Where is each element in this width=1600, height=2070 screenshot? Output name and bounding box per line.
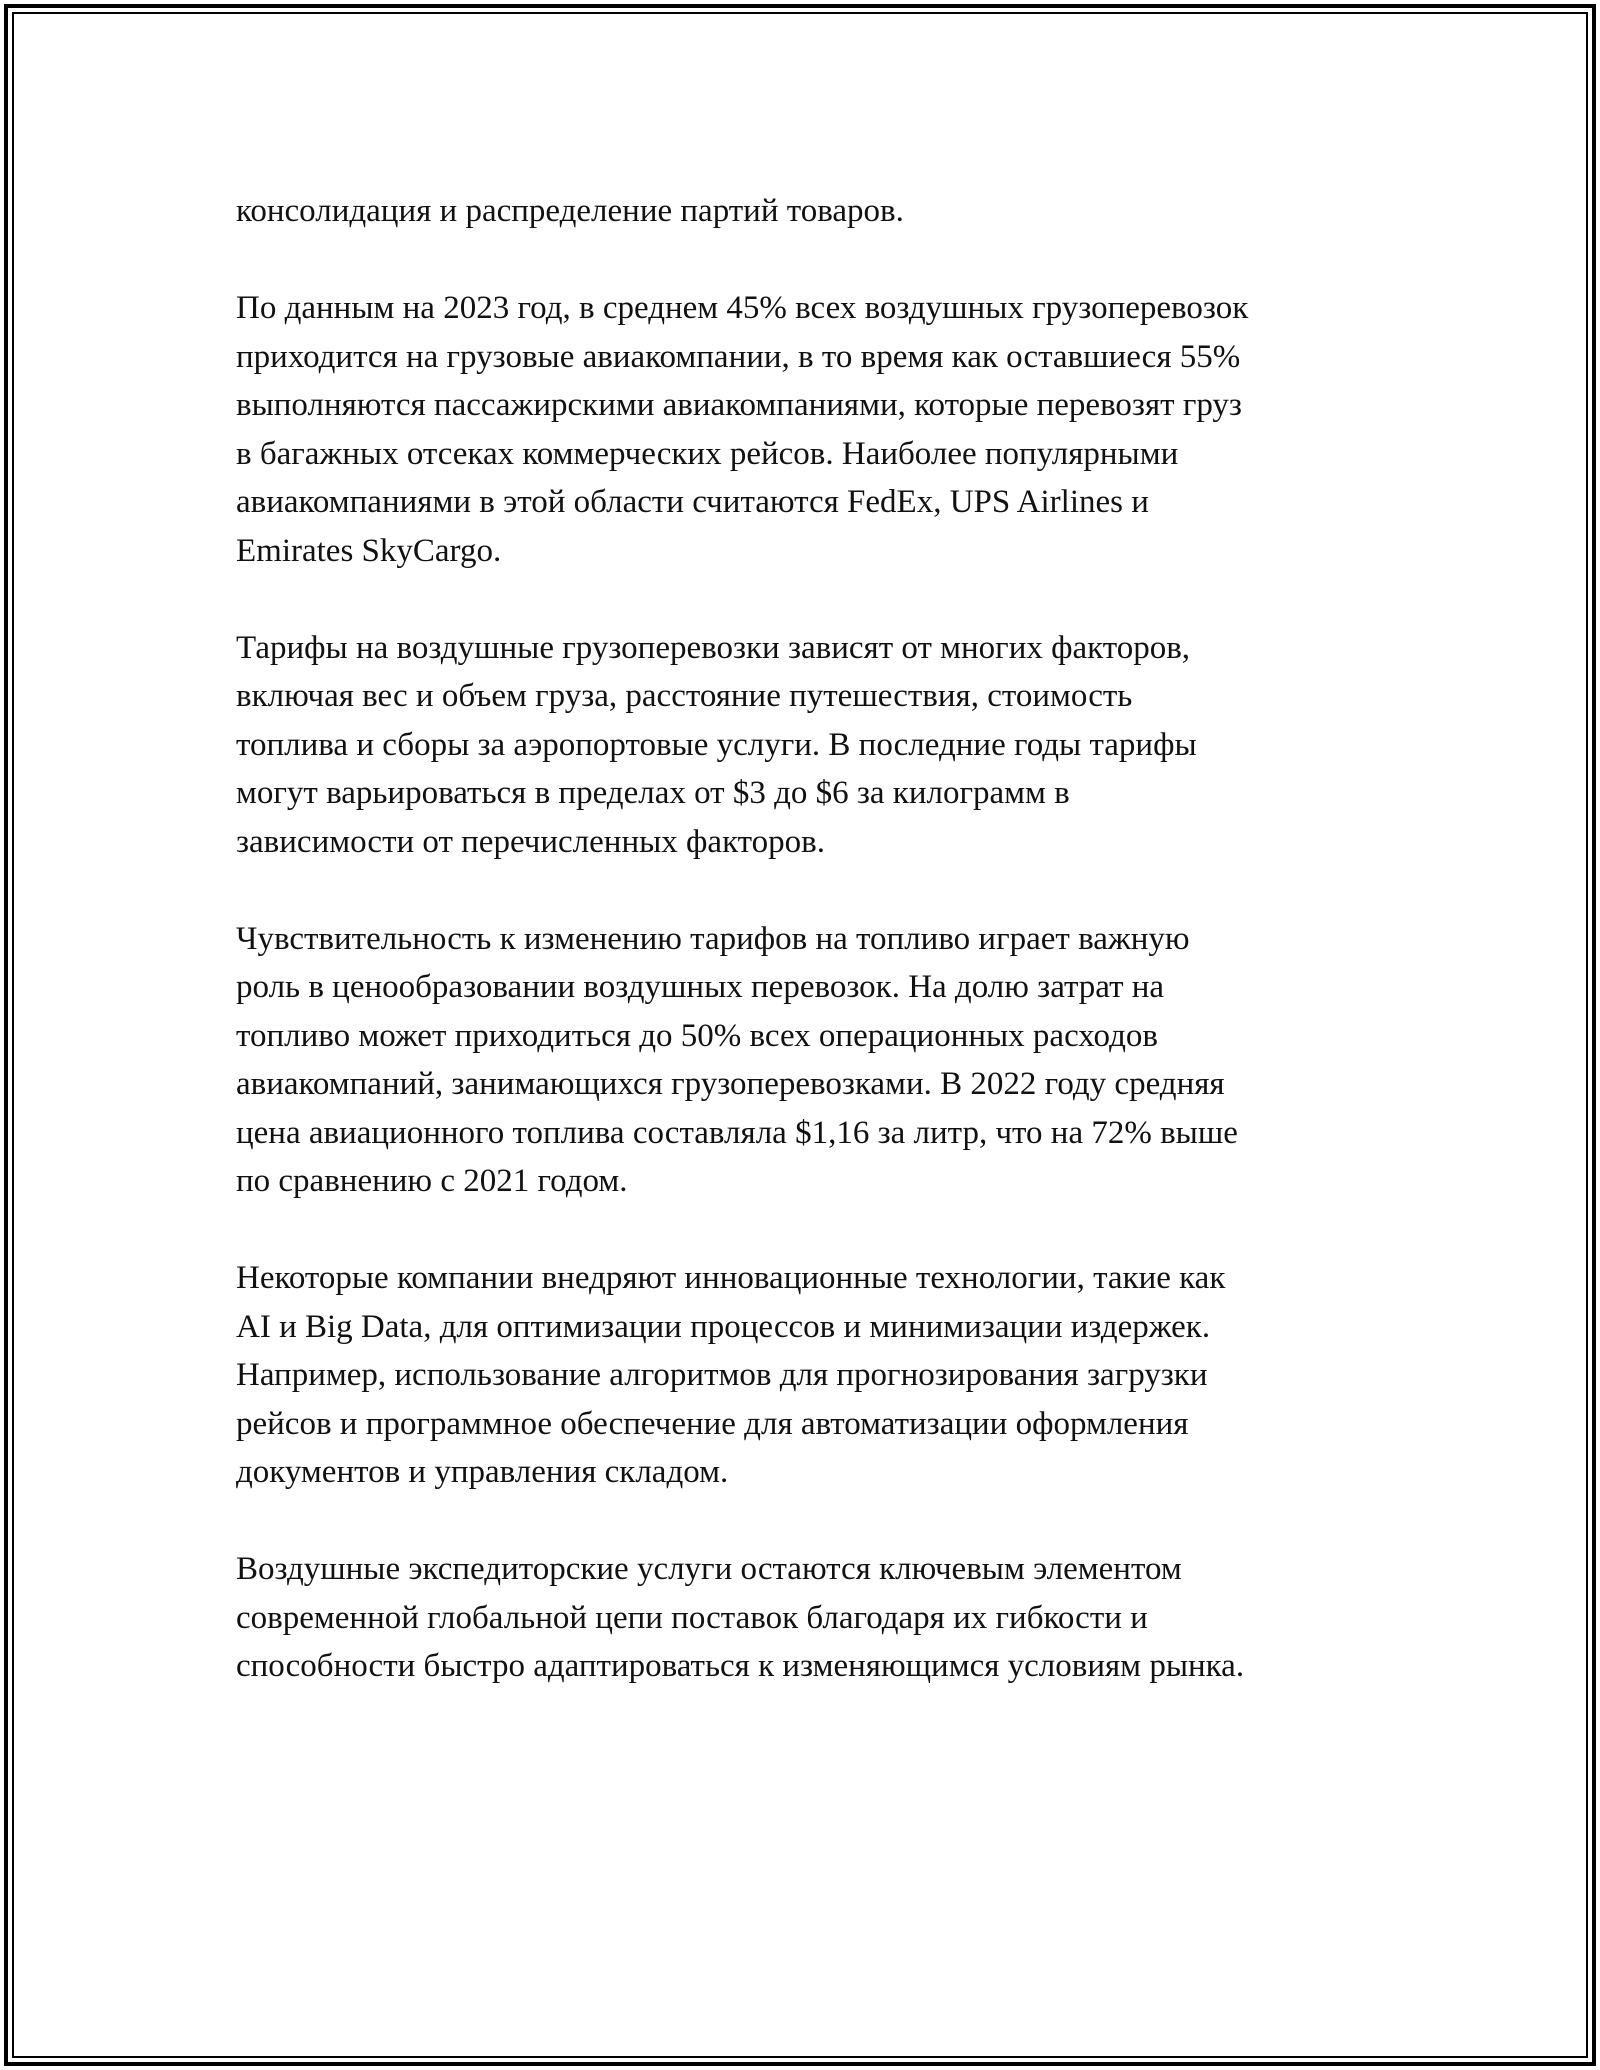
text-line: авиакомпаний, занимающихся грузоперевозками. В 2022 году средняя [236, 1066, 1225, 1102]
text-line: современной глобальной цепи поставок благодаря их гибкости и [236, 1599, 1148, 1636]
text-line: Например, использование алгоритмов для прогнозирования загрузки [236, 1357, 1208, 1393]
text-line: роль в ценообразовании воздушных перевозок. На долю затрат на [236, 969, 1165, 1005]
text-line: Воздушные экспедиторские услуги остаются ключевым элементом [236, 1551, 1182, 1587]
text-line: способности быстро адаптироваться к изменяющимся условиям рынка. [236, 1648, 1245, 1684]
text-line: Некоторые компании внедряют инновационные технологии, такие как [236, 1260, 1226, 1296]
text-line: документов и управления складом. [236, 1454, 729, 1490]
paragraph-conclusion [236, 1545, 1376, 1691]
paragraph-consolidation [236, 187, 1376, 236]
text-line: по сравнению с 2021 годом. [236, 1163, 628, 1199]
text-line: топливо может приходиться до 50% всех операционных расходов [236, 1017, 1158, 1054]
text-line: По данным на 2023 год, в среднем 45% всех воздушных грузоперевозок [236, 290, 1249, 326]
document-body [236, 187, 1376, 1739]
text-line: зависимости от перечисленных факторов. [236, 823, 825, 860]
text-line: авиакомпаниями в этой области считаются FedEx, UPS Airlines и [236, 484, 1149, 520]
text-line: Чувствительность к изменению тарифов на топливо играет важную [236, 920, 1190, 957]
text-line: консолидация и распределение партий товаров. [236, 193, 904, 229]
text-line: рейсов и программное обеспечение для автоматизации оформления [236, 1405, 1189, 1442]
text-line: включая вес и объем груза, расстояние путешествия, стоимость [236, 678, 1133, 714]
text-line: в багажных отсеках коммерческих рейсов. Наиболее популярными [236, 435, 1179, 472]
text-line: топлива и сборы за аэропортовые услуги. В последние годы тарифы [236, 726, 1197, 763]
paragraph-fuel-sensitivity [236, 915, 1376, 1206]
text-line: Тарифы на воздушные грузоперевозки зависят от многих факторов, [236, 629, 1191, 666]
paragraph-tariffs [236, 624, 1376, 867]
text-line: выполняются пассажирскими авиакомпаниями, которые перевозят груз [236, 387, 1242, 423]
text-line: приходится на грузовые авиакомпании, в то время как оставшиеся 55% [236, 338, 1241, 375]
paragraph-cargo-share [236, 284, 1376, 575]
text-line: цена авиационного топлива составляла $1,16 за литр, что на 72% выше [236, 1114, 1238, 1151]
text-line: Emirates SkyCargo. [236, 532, 502, 569]
text-line: могут варьироваться в пределах от $3 до $6 за килограмм в [236, 775, 1070, 811]
paragraph-innovation [236, 1254, 1376, 1497]
text-line: AI и Big Data, для оптимизации процессов и минимизации издержек. [236, 1308, 1211, 1345]
